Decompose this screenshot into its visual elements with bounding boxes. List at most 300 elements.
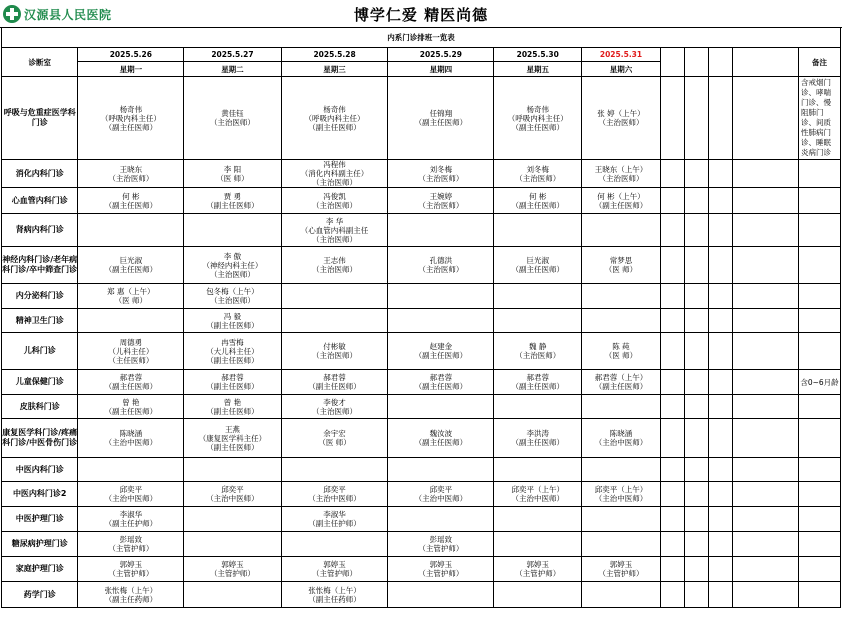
schedule-cell xyxy=(78,214,184,247)
schedule-cell xyxy=(388,507,494,532)
schedule-cell xyxy=(281,77,388,160)
schedule-cell xyxy=(582,284,661,309)
schedule-cell xyxy=(582,188,661,214)
blank-cell xyxy=(708,333,732,370)
doctor-title: （主治医师） xyxy=(418,265,464,274)
doctor-title: （神经内科主任） xyxy=(202,260,263,270)
blank-cell xyxy=(684,77,708,160)
table-row xyxy=(2,507,841,532)
blank-cell xyxy=(660,482,684,507)
schedule-cell xyxy=(281,309,388,333)
schedule-cell xyxy=(184,160,281,188)
schedule-cell xyxy=(184,458,281,482)
schedule-cell xyxy=(388,557,494,582)
schedule-cell xyxy=(582,532,661,557)
blank-cell xyxy=(733,507,799,532)
doctor-title: （副主任医师） xyxy=(206,355,259,365)
blank-cell xyxy=(708,77,732,160)
dept-name: 精神卫生门诊 xyxy=(2,309,78,333)
weekday-header-4: 星期四 xyxy=(388,62,494,77)
doctor-title: （副主任医师） xyxy=(206,442,259,452)
header-blank-cell xyxy=(708,48,732,77)
blank-cell xyxy=(733,77,799,160)
note-cell xyxy=(798,247,840,284)
weekday-header-6: 星期六 xyxy=(582,62,661,77)
doctor-name: 李 傲 xyxy=(223,251,242,261)
doctor-name: 王燕 xyxy=(224,424,240,434)
doctor-title: （主治医师） xyxy=(418,200,464,210)
doctor-name: 邱奕平（上午） xyxy=(594,485,648,494)
note-cell xyxy=(798,160,840,188)
doctor-name: 王晓东（上午） xyxy=(594,164,648,174)
dept-name: 内分泌科门诊 xyxy=(2,284,78,309)
doctor-name: 冯 毅 xyxy=(223,311,242,321)
blank-cell xyxy=(733,284,799,309)
table-subtitle: 内系门诊排班一览表 xyxy=(2,28,841,48)
doctor-title: （呼吸内科主任） xyxy=(304,113,365,123)
table-row xyxy=(2,532,841,557)
dept-name: 中医内科门诊2 xyxy=(2,482,78,507)
doctor-name: 常梦思 xyxy=(609,256,633,265)
blank-cell xyxy=(733,188,799,214)
schedule-cell xyxy=(184,532,281,557)
note-cell xyxy=(798,395,840,419)
schedule-cell xyxy=(281,333,388,370)
note-cell xyxy=(798,482,840,507)
doctor-title: （主治医师） xyxy=(209,269,255,279)
schedule-cell xyxy=(78,532,184,557)
doctor-name: 黄佳钰 xyxy=(221,109,244,118)
date-header-1: 2025.5.26 xyxy=(78,48,184,62)
schedule-cell xyxy=(78,160,184,188)
doctor-name: 杨奇伟 xyxy=(323,104,346,114)
schedule-cell xyxy=(184,507,281,532)
doctor-name: 李 华 xyxy=(325,216,344,226)
schedule-cell xyxy=(388,370,494,395)
doctor-title: （呼吸内科主任） xyxy=(507,113,568,123)
table-row xyxy=(2,160,841,188)
blank-cell xyxy=(660,77,684,160)
doctor-name: 巨光淑 xyxy=(526,256,549,265)
doctor-title: （副主任医师） xyxy=(511,200,564,210)
doctor-name: 何 彬 xyxy=(529,191,547,201)
doctor-title: （主管护师） xyxy=(418,569,464,578)
doctor-title: （主治医师） xyxy=(312,234,358,244)
date-header-5: 2025.5.30 xyxy=(494,48,582,62)
doctor-name: 郝君蓉 xyxy=(526,373,549,382)
blank-cell xyxy=(660,247,684,284)
schedule-cell xyxy=(582,395,661,419)
doctor-title: （医 师） xyxy=(114,296,148,305)
blank-cell xyxy=(708,458,732,482)
blank-cell xyxy=(708,532,732,557)
schedule-cell xyxy=(494,582,582,608)
doctor-title: （主治中医师） xyxy=(414,494,468,503)
header-blank-cell xyxy=(684,48,708,77)
doctor-title: （消化内科副主任） xyxy=(300,169,369,178)
doctor-name: 王婉婷 xyxy=(429,191,453,201)
doctor-name: 邱奕平 xyxy=(221,485,244,494)
schedule-table xyxy=(1,27,841,608)
doctor-title: （副主任医师） xyxy=(104,122,158,132)
doctor-name: 魏汝波 xyxy=(429,429,453,438)
dept-name: 糖尿病护理门诊 xyxy=(2,532,78,557)
date-header-4: 2025.5.29 xyxy=(388,48,494,62)
note-cell xyxy=(798,419,840,458)
blank-cell xyxy=(708,160,732,188)
schedule-cell xyxy=(281,419,388,458)
schedule-cell xyxy=(78,77,184,160)
blank-cell xyxy=(708,214,732,247)
doctor-name: 余宇宏 xyxy=(323,429,346,438)
schedule-cell xyxy=(388,188,494,214)
doctor-title: （主治医师） xyxy=(312,265,358,274)
schedule-cell xyxy=(78,458,184,482)
doctor-name: 曾 艳 xyxy=(122,397,140,407)
schedule-cell xyxy=(184,395,281,419)
doctor-name: 陈 莼 xyxy=(612,342,630,351)
doctor-title: （主管护师） xyxy=(515,569,561,578)
note-cell: 含戒烟门诊、哮喘门诊、慢阻肺门诊、间质性肺病门诊、睡眠炎病门诊 xyxy=(798,77,840,160)
doctor-name: 郝君蓉（上午） xyxy=(594,373,648,382)
table-row xyxy=(2,188,841,214)
doctor-name: 郭婷玉 xyxy=(323,560,346,569)
schedule-cell xyxy=(582,309,661,333)
schedule-cell xyxy=(184,284,281,309)
doctor-name: 郝君蓉 xyxy=(119,373,143,382)
blank-cell xyxy=(708,188,732,214)
blank-cell xyxy=(708,370,732,395)
blank-cell xyxy=(684,557,708,582)
weekday-header-1: 星期一 xyxy=(78,62,184,77)
blank-cell xyxy=(684,419,708,458)
doctor-title: （副主任医师） xyxy=(511,382,564,391)
doctor-name: 张怅梅（上午） xyxy=(308,585,361,595)
table-row xyxy=(2,77,841,160)
doctor-title: （副主任医师） xyxy=(511,122,564,132)
doctor-title: （副主任医师） xyxy=(308,382,361,391)
weekday-header-3: 星期三 xyxy=(281,62,388,77)
doctor-name: 何 彬 xyxy=(122,191,140,201)
schedule-cell xyxy=(281,395,388,419)
blank-cell xyxy=(660,214,684,247)
schedule-cell xyxy=(281,284,388,309)
schedule-cell xyxy=(494,507,582,532)
doctor-title: （主治医师） xyxy=(209,118,255,127)
table-row xyxy=(2,284,841,309)
schedule-cell xyxy=(78,188,184,214)
schedule-cell xyxy=(184,214,281,247)
blank-cell xyxy=(733,333,799,370)
doctor-title: （主治医师） xyxy=(108,173,154,183)
schedule-cell xyxy=(388,458,494,482)
table-row xyxy=(2,482,841,507)
note-cell xyxy=(798,557,840,582)
doctor-name: 刘冬梅 xyxy=(429,164,453,174)
doctor-name: 孔德洪 xyxy=(429,256,453,265)
schedule-cell xyxy=(582,214,661,247)
blank-cell xyxy=(684,214,708,247)
blank-cell xyxy=(733,160,799,188)
doctor-title: （主治中医师） xyxy=(511,494,564,503)
doctor-title: （副主任医师） xyxy=(206,320,259,330)
doctor-title: （副主任医师） xyxy=(594,382,648,391)
blank-cell xyxy=(708,284,732,309)
schedule-cell xyxy=(184,77,281,160)
doctor-title: （副主任医师） xyxy=(104,406,158,416)
note-cell xyxy=(798,214,840,247)
schedule-cell xyxy=(494,557,582,582)
note-cell xyxy=(798,507,840,532)
doctor-title: （主管护师） xyxy=(209,569,255,578)
doctor-title: （主治医师） xyxy=(598,173,644,183)
doctor-name: 杨奇伟 xyxy=(526,104,549,114)
date-header-6: 2025.5.31 xyxy=(582,48,661,62)
blank-cell xyxy=(733,247,799,284)
schedule-cell xyxy=(494,370,582,395)
schedule-cell xyxy=(582,507,661,532)
doctor-name: 郭婷玉 xyxy=(429,560,453,569)
doctor-name: 杨奇伟 xyxy=(119,104,143,114)
doctor-title: （主治中医师） xyxy=(104,438,158,447)
blank-cell xyxy=(733,582,799,608)
date-header-2: 2025.5.27 xyxy=(184,48,281,62)
blank-cell xyxy=(660,160,684,188)
notes-column-header: 备注 xyxy=(798,48,840,77)
dept-name: 消化内科门诊 xyxy=(2,160,78,188)
schedule-cell xyxy=(281,482,388,507)
schedule-cell xyxy=(388,419,494,458)
schedule-cell xyxy=(494,419,582,458)
schedule-cell xyxy=(281,582,388,608)
blank-cell xyxy=(708,482,732,507)
table-row xyxy=(2,333,841,370)
schedule-cell xyxy=(494,482,582,507)
doctor-title: （主治中医师） xyxy=(206,494,259,503)
schedule-cell xyxy=(388,582,494,608)
doctor-title: （副主任医师） xyxy=(104,265,158,274)
schedule-cell xyxy=(494,214,582,247)
schedule-cell xyxy=(78,395,184,419)
blank-cell xyxy=(733,309,799,333)
doctor-title: （儿科主任） xyxy=(108,346,154,356)
blank-cell xyxy=(660,532,684,557)
blank-cell xyxy=(708,395,732,419)
table-row xyxy=(2,458,841,482)
schedule-cell xyxy=(184,247,281,284)
table-row xyxy=(2,419,841,458)
note-cell xyxy=(798,458,840,482)
doctor-name: 张怅梅（上午） xyxy=(104,585,158,595)
doctor-name: 李洪涛 xyxy=(526,429,549,438)
schedule-cell xyxy=(582,557,661,582)
blank-cell xyxy=(708,507,732,532)
blank-cell xyxy=(684,482,708,507)
doctor-name: 郭婷玉 xyxy=(119,560,143,569)
schedule-cell xyxy=(388,482,494,507)
schedule-cell xyxy=(78,333,184,370)
doctor-name: 刘冬梅 xyxy=(526,164,549,174)
doctor-name: 郝君蓉 xyxy=(429,373,453,382)
dept-name: 中医内科门诊 xyxy=(2,458,78,482)
blank-cell xyxy=(733,532,799,557)
schedule-cell xyxy=(582,582,661,608)
doctor-title: （心血管内科副主任 xyxy=(300,225,369,235)
blank-cell xyxy=(708,247,732,284)
schedule-cell xyxy=(582,247,661,284)
doctor-title: （副主任医师） xyxy=(206,382,259,391)
dept-name: 心血管内科门诊 xyxy=(2,188,78,214)
blank-cell xyxy=(733,395,799,419)
doctor-name: 邱奕平（上午） xyxy=(511,485,564,494)
schedule-cell xyxy=(281,370,388,395)
doctor-name: 何 彬（上午） xyxy=(597,191,645,201)
schedule-cell xyxy=(281,188,388,214)
doctor-title: （副主任医师） xyxy=(511,265,564,274)
blank-cell xyxy=(660,284,684,309)
schedule-cell xyxy=(388,333,494,370)
doctor-name: 李淑华 xyxy=(323,510,346,519)
doctor-name: 王晓东 xyxy=(119,164,143,174)
schedule-cell xyxy=(184,309,281,333)
doctor-title: （主治医师） xyxy=(312,351,358,360)
table-row xyxy=(2,370,841,395)
doctor-name: 彭瑶致 xyxy=(119,535,143,544)
doctor-name: 冉雪梅 xyxy=(221,337,244,347)
blank-cell xyxy=(708,557,732,582)
doctor-name: 李俊才 xyxy=(323,397,346,407)
schedule-cell xyxy=(494,309,582,333)
table-row xyxy=(2,395,841,419)
doctor-name: 任锦翔 xyxy=(429,109,453,118)
doctor-name: 郭婷玉 xyxy=(609,560,633,569)
blank-cell xyxy=(660,309,684,333)
doctor-title: （主治医师） xyxy=(515,173,561,183)
schedule-cell xyxy=(78,507,184,532)
doctor-title: （主管护师） xyxy=(312,569,358,578)
note-cell xyxy=(798,188,840,214)
blank-cell xyxy=(684,370,708,395)
schedule-cell xyxy=(281,557,388,582)
blank-cell xyxy=(708,309,732,333)
doctor-name: 魏 静 xyxy=(529,342,547,351)
doctor-name: 王志伟 xyxy=(323,256,346,265)
doctor-title: （主治中医师） xyxy=(104,494,158,503)
schedule-cell xyxy=(281,458,388,482)
dept-name: 神经内科门诊/老年病科门诊/卒中筛查门诊 xyxy=(2,247,78,284)
doctor-title: （主治医师） xyxy=(312,406,358,416)
schedule-cell xyxy=(582,458,661,482)
weekday-header-2: 星期二 xyxy=(184,62,281,77)
schedule-cell xyxy=(281,507,388,532)
dept-name: 肾病内科门诊 xyxy=(2,214,78,247)
doctor-title: （呼吸内科主任） xyxy=(100,113,161,123)
blank-cell xyxy=(684,160,708,188)
schedule-cell xyxy=(281,532,388,557)
doctor-name: 巨光淑 xyxy=(119,256,143,265)
blank-cell xyxy=(684,333,708,370)
doctor-title: （主治医师） xyxy=(209,296,255,305)
schedule-cell xyxy=(494,333,582,370)
doctor-name: 贾 勇 xyxy=(223,191,242,201)
schedule-cell xyxy=(582,370,661,395)
doctor-title: （主治医师） xyxy=(515,351,561,360)
doctor-title: （主管护师） xyxy=(418,544,464,553)
doctor-name: 张 婷（上午） xyxy=(597,109,645,118)
blank-cell xyxy=(684,582,708,608)
doctor-name: 李 阳 xyxy=(223,164,242,174)
schedule-cell xyxy=(582,333,661,370)
schedule-cell xyxy=(388,532,494,557)
doctor-title: （主治中医师） xyxy=(594,438,648,447)
blank-cell xyxy=(733,557,799,582)
doctor-title: （主管护师） xyxy=(108,569,154,578)
schedule-cell xyxy=(78,370,184,395)
schedule-cell xyxy=(184,419,281,458)
blank-cell xyxy=(684,532,708,557)
doctor-title: （副主任医师） xyxy=(414,118,468,127)
dept-column-header: 诊断室 xyxy=(2,48,78,77)
schedule-cell xyxy=(388,247,494,284)
dept-name: 家庭护理门诊 xyxy=(2,557,78,582)
doctor-title: （副主任护师） xyxy=(104,519,158,528)
doctor-title: （主任医师） xyxy=(108,355,154,365)
blank-cell xyxy=(733,370,799,395)
note-cell xyxy=(798,532,840,557)
doctor-name: 郑 惠（上午） xyxy=(107,287,155,296)
table-row xyxy=(2,309,841,333)
table-row xyxy=(2,557,841,582)
schedule-cell xyxy=(78,557,184,582)
doctor-name: 李淑华 xyxy=(119,510,143,519)
doctor-name: 郝君蓉 xyxy=(221,373,244,382)
page-header xyxy=(0,0,842,28)
hospital-name: 汉源县人民医院 xyxy=(24,7,112,22)
blank-cell xyxy=(684,309,708,333)
dept-name: 康复医学科门诊/疼痛科门诊/中医骨伤门诊 xyxy=(2,419,78,458)
doctor-title: （主治中医师） xyxy=(308,494,361,503)
blank-cell xyxy=(660,188,684,214)
doctor-title: （主治医师） xyxy=(418,173,464,183)
doctor-name: 付彬敏 xyxy=(323,342,346,351)
schedule-cell xyxy=(494,532,582,557)
doctor-name: 郝君蓉 xyxy=(323,373,346,382)
schedule-cell xyxy=(78,247,184,284)
blank-cell xyxy=(708,419,732,458)
dept-name: 皮肤科门诊 xyxy=(2,395,78,419)
doctor-title: （主治医师） xyxy=(598,118,644,127)
schedule-cell xyxy=(184,557,281,582)
dept-name: 中医护理门诊 xyxy=(2,507,78,532)
schedule-cell xyxy=(494,188,582,214)
blank-cell xyxy=(684,395,708,419)
schedule-cell xyxy=(281,247,388,284)
schedule-cell xyxy=(78,309,184,333)
blank-cell xyxy=(733,419,799,458)
schedule-cell xyxy=(184,582,281,608)
weekday-header-5: 星期五 xyxy=(494,62,582,77)
schedule-cell xyxy=(388,77,494,160)
doctor-name: 陈晓涵 xyxy=(119,429,143,438)
schedule-cell xyxy=(494,160,582,188)
doctor-name: 邱奕平 xyxy=(323,485,346,494)
doctor-title: （医 师） xyxy=(216,173,249,183)
doctor-title: （副主任护师） xyxy=(308,519,361,528)
doctor-title: （副主任医师） xyxy=(104,200,158,210)
doctor-title: （副主任医师） xyxy=(511,438,564,447)
doctor-name: 冯俊凯 xyxy=(323,191,346,201)
doctor-name: 曾 艳 xyxy=(223,397,242,407)
